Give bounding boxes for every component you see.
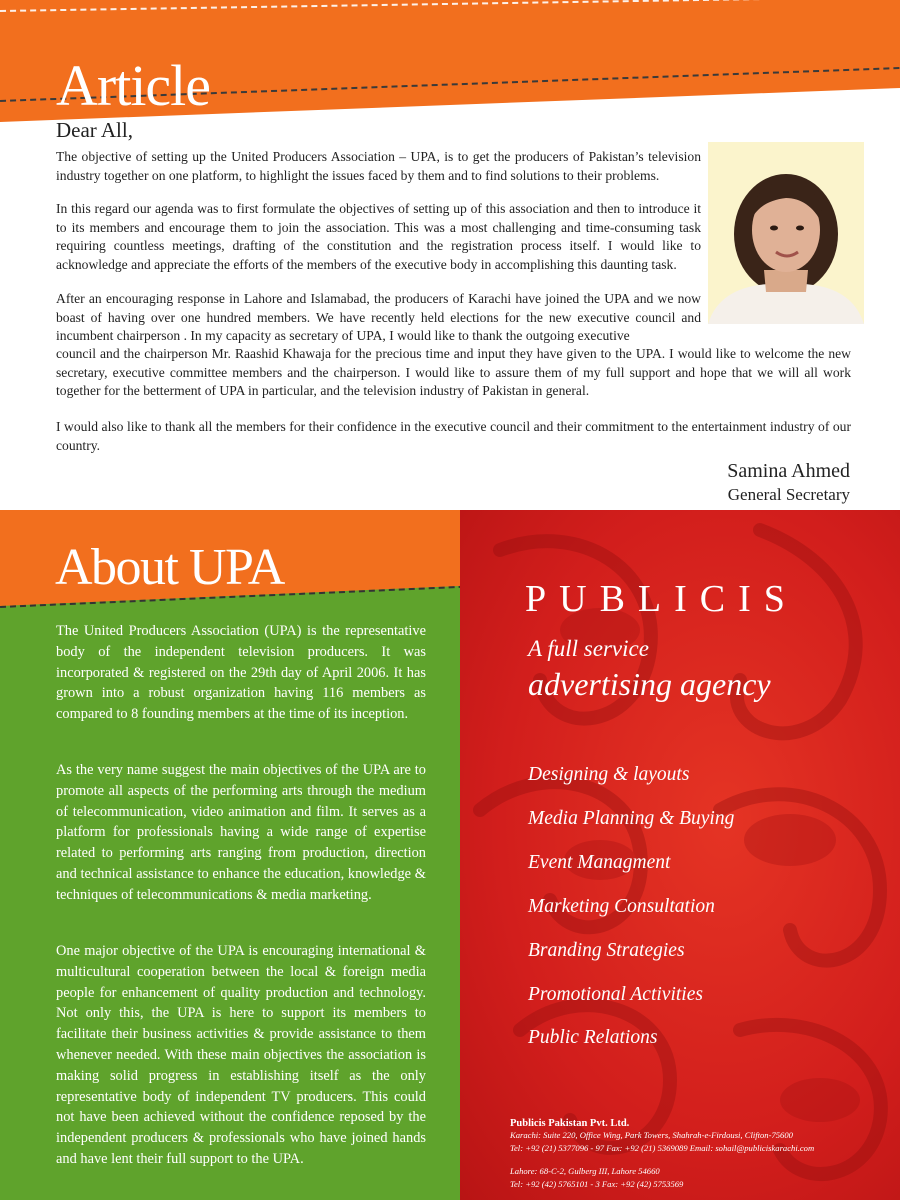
tagline-line-2: advertising agency [528,666,771,702]
tagline-line-1: A full service [528,636,649,661]
service-item: Media Planning & Buying [528,808,735,829]
company-name: Publicis Pakistan Pvt. Ltd. [510,1118,630,1129]
karachi-contact: Tel: +92 (21) 5377096 - 97 Fax: +92 (21) 5369089 Email: sohail@publiciskarachi.com [510,1143,815,1153]
about-paragraph: One major objective of the UPA is encouraging international & multicultural cooperation between the local & foreign media people for enhancement of quality production and technology. Not only this, the UPA is here to support its members to facilitate their business activities & provide assistance to them whenever needed. With these main objectives the association is making solid progress in establishing itself as the only representative body of independent TV producers. This could not have been achieved without the confidence reposed by the independent producers & professionals who have joined hands and have lent their full support to the UPA. [56,943,426,1167]
signature-name: Samina Ahmed [727,460,850,482]
service-item: Promotional Activities [528,984,703,1005]
service-item: Marketing Consultation [528,896,715,917]
service-item: Public Relations [528,1027,658,1048]
about-heading: About UPA [55,539,284,596]
publicis-logo-text: PUBLICIS [525,578,798,620]
article-paragraph: I would also like to thank all the members for their confidence in the executive council and their commitment to the entertainment industry of our country. [56,419,851,453]
karachi-address: Karachi: Suite 220, Office Wing, Park Towers, Shahrah-e-Firdousi, Clifton-75600 [510,1130,793,1140]
service-item: Event Managment [528,852,671,873]
greeting: Dear All, [56,118,133,142]
signature-title: General Secretary [727,485,850,504]
about-paragraph: As the very name suggest the main objectives of the UPA are to promote all aspects of the performing arts through the medium of telecommunication, video animation and film. It serves as a platform for professionals having a wide range of expertise related to performing arts ranging from production, direction and technical assistance to enhance the education, knowledge & techniques of telecommunications & media marketing. [56,762,426,903]
article-paragraph: council and the chairperson Mr. Raashid Khawaja for the precious time and input they have given to the UPA. I would like to welcome the new secretary, executive committee members and the chairperson. I would like to assure them of my full support and hope that we will all work together for the betterment of UPA in particular, and the television industry of Pakistan in general. [56,346,851,398]
about-paragraph: The United Producers Association (UPA) is the representative body of the independent television producers. It was incorporated & registered on the 29th day of April 2006. It has grown into a robust organization having 116 members as compared to 8 founding members at the time of its inception. [56,623,426,723]
author-portrait [708,142,864,324]
article-heading: Article [56,53,211,118]
contact-block [510,1118,814,1191]
article-paragraph: In this regard our agenda was to first formulate the objectives of setting up of this association and then to introduce it to its members and encourage them to join the association. This was a most challenging and time-consuming task requiring countless meetings, drafting of the constitution and the registration process itself. I would like to acknowledge and appreciate the efforts of the members of the executive body in accomplishing this daunting task. [56,201,701,272]
service-item: Branding Strategies [528,940,685,961]
lahore-address: Lahore: 68-C-2, Gulberg III, Lahore 54660 [510,1166,660,1176]
lahore-contact: Tel: +92 (42) 5765101 - 3 Fax: +92 (42) 5753569 [510,1179,684,1189]
article-paragraph: After an encouraging response in Lahore and Islamabad, the producers of Karachi have joined the UPA and we now boast of having over one hundred members. We have recently held elections for the new executive council and incumbent chairperson . In my capacity as secretary of UPA, I would like to thank the outgoing executive [56,291,701,343]
article-paragraph: The objective of setting up the United Producers Association – UPA, is to get the producers of Pakistan’s television industry together on one platform, to highlight the issues faced by them and to find solutions to their problems. [56,149,701,183]
service-item: Designing & layouts [528,764,690,785]
portrait-illustration [708,142,864,324]
